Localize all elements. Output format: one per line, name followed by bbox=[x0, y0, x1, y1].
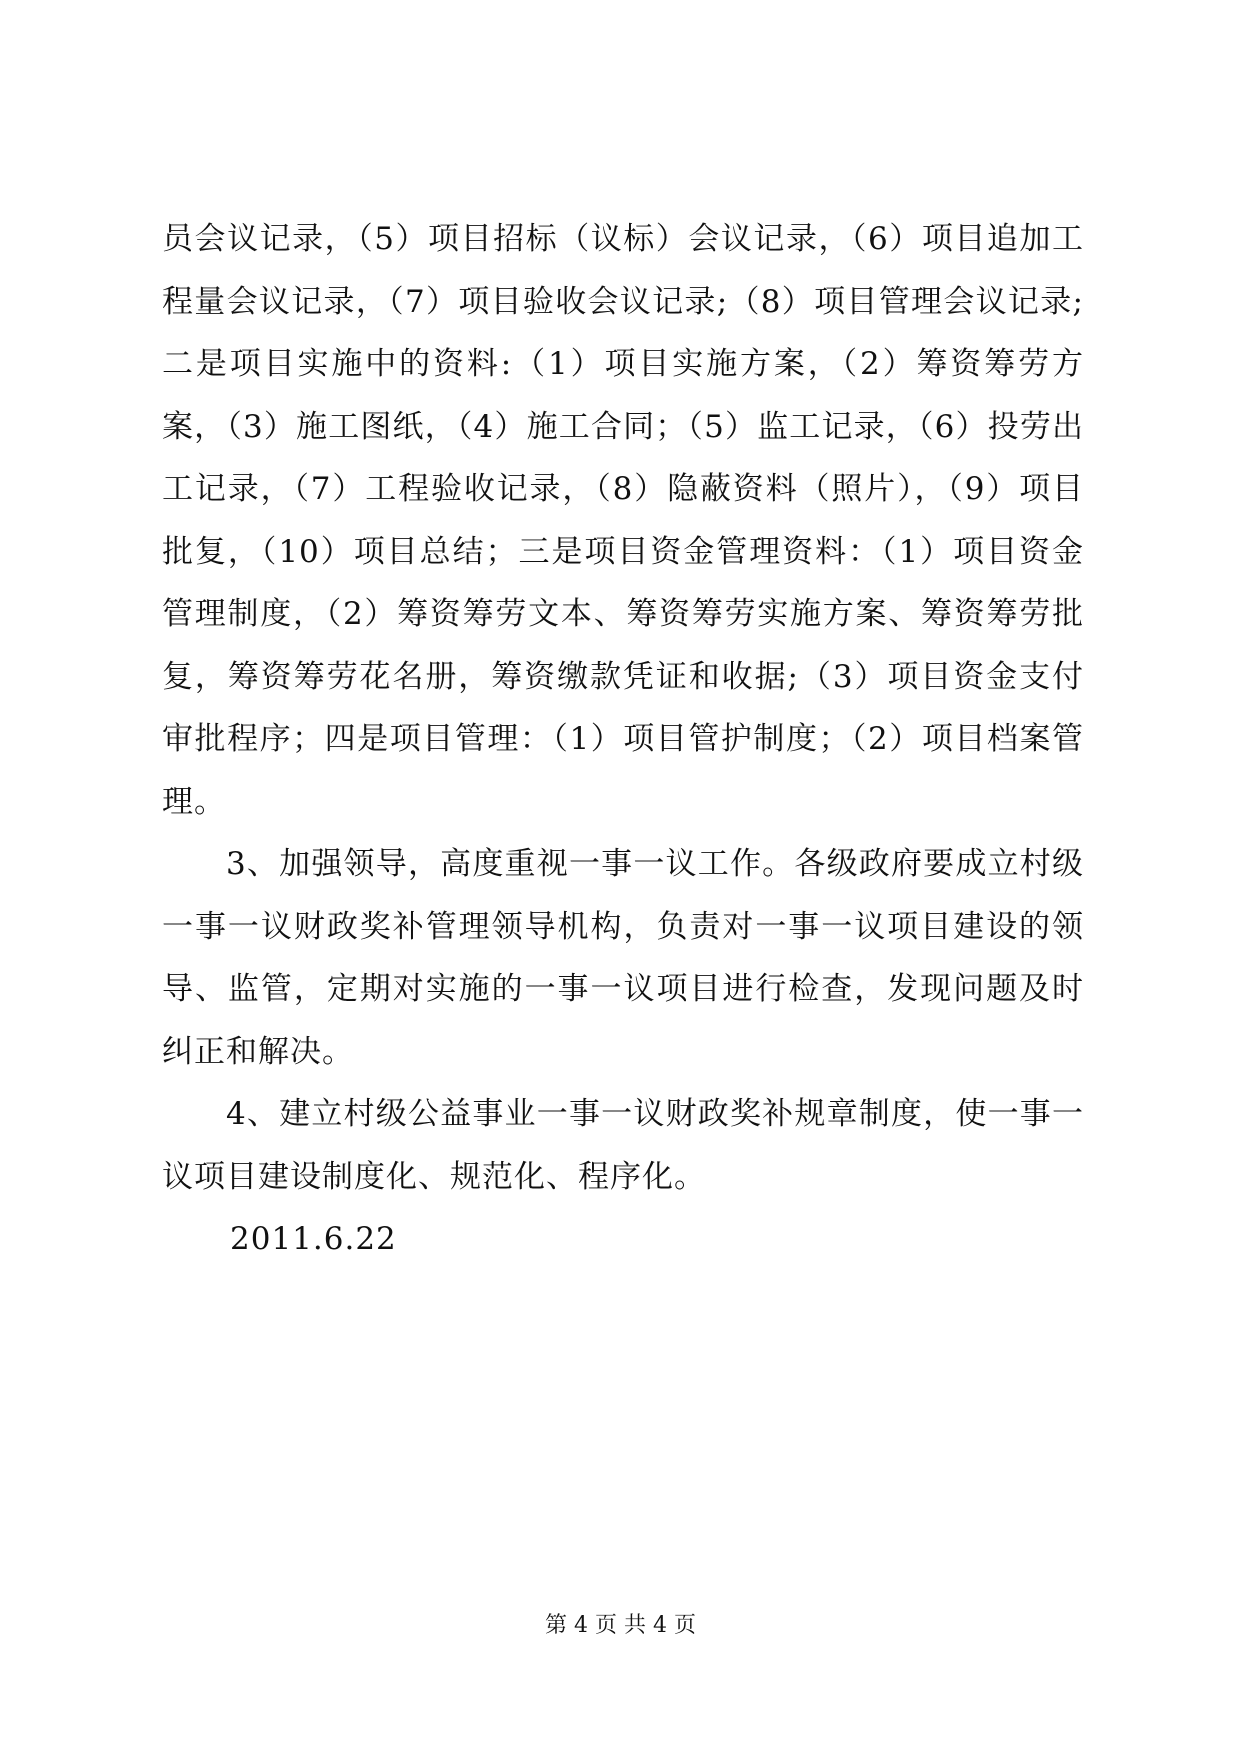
paragraph-item-3-leadership: 3、加强领导，高度重视一事一议工作。各级政府要成立村级一事一议财政奖补管理领导机构，负责对一事一议项目建设的领导、监管，定期对实施的一事一议项目进行检查，发现问题及时纠正和解决。 bbox=[162, 846, 1084, 1070]
document-date: 2011.6.22 bbox=[230, 1221, 397, 1257]
paragraph-materials-list: 员会议记录，（5）项目招标（议标）会议记录，（6）项目追加工程量会议记录，（7）项目验收会议记录;（8）项目管理会议记录;二是项目实施中的资料:（1）项目实施方案，（2）筹资筹劳方案，（3）施工图纸，（4）施工合同；（5）监工记录，（6）投劳出工记录，（7）工程验收记录，（8）隐蔽资料（照片），（9）项目批复，（10）项目总结；三是项目资金管理资料：（1）项目资金管理制度，（2）筹资筹劳文本、筹资筹劳实施方案、筹资筹劳批复，筹资筹劳花名册，筹资缴款凭证和收据;（3）项目资金支付审批程序；四是项目管理：（1）项目管护制度；（2）项目档案管理。 bbox=[162, 221, 1084, 820]
document-body bbox=[162, 208, 1084, 1271]
paragraph-item-4-regulations: 4、建立村级公益事业一事一议财政奖补规章制度，使一事一议项目建设制度化、规范化、程序化。 bbox=[162, 1096, 1084, 1195]
page-number-label: 第 4 页 共 4 页 bbox=[545, 1613, 696, 1638]
page-footer bbox=[0, 1608, 1241, 1639]
